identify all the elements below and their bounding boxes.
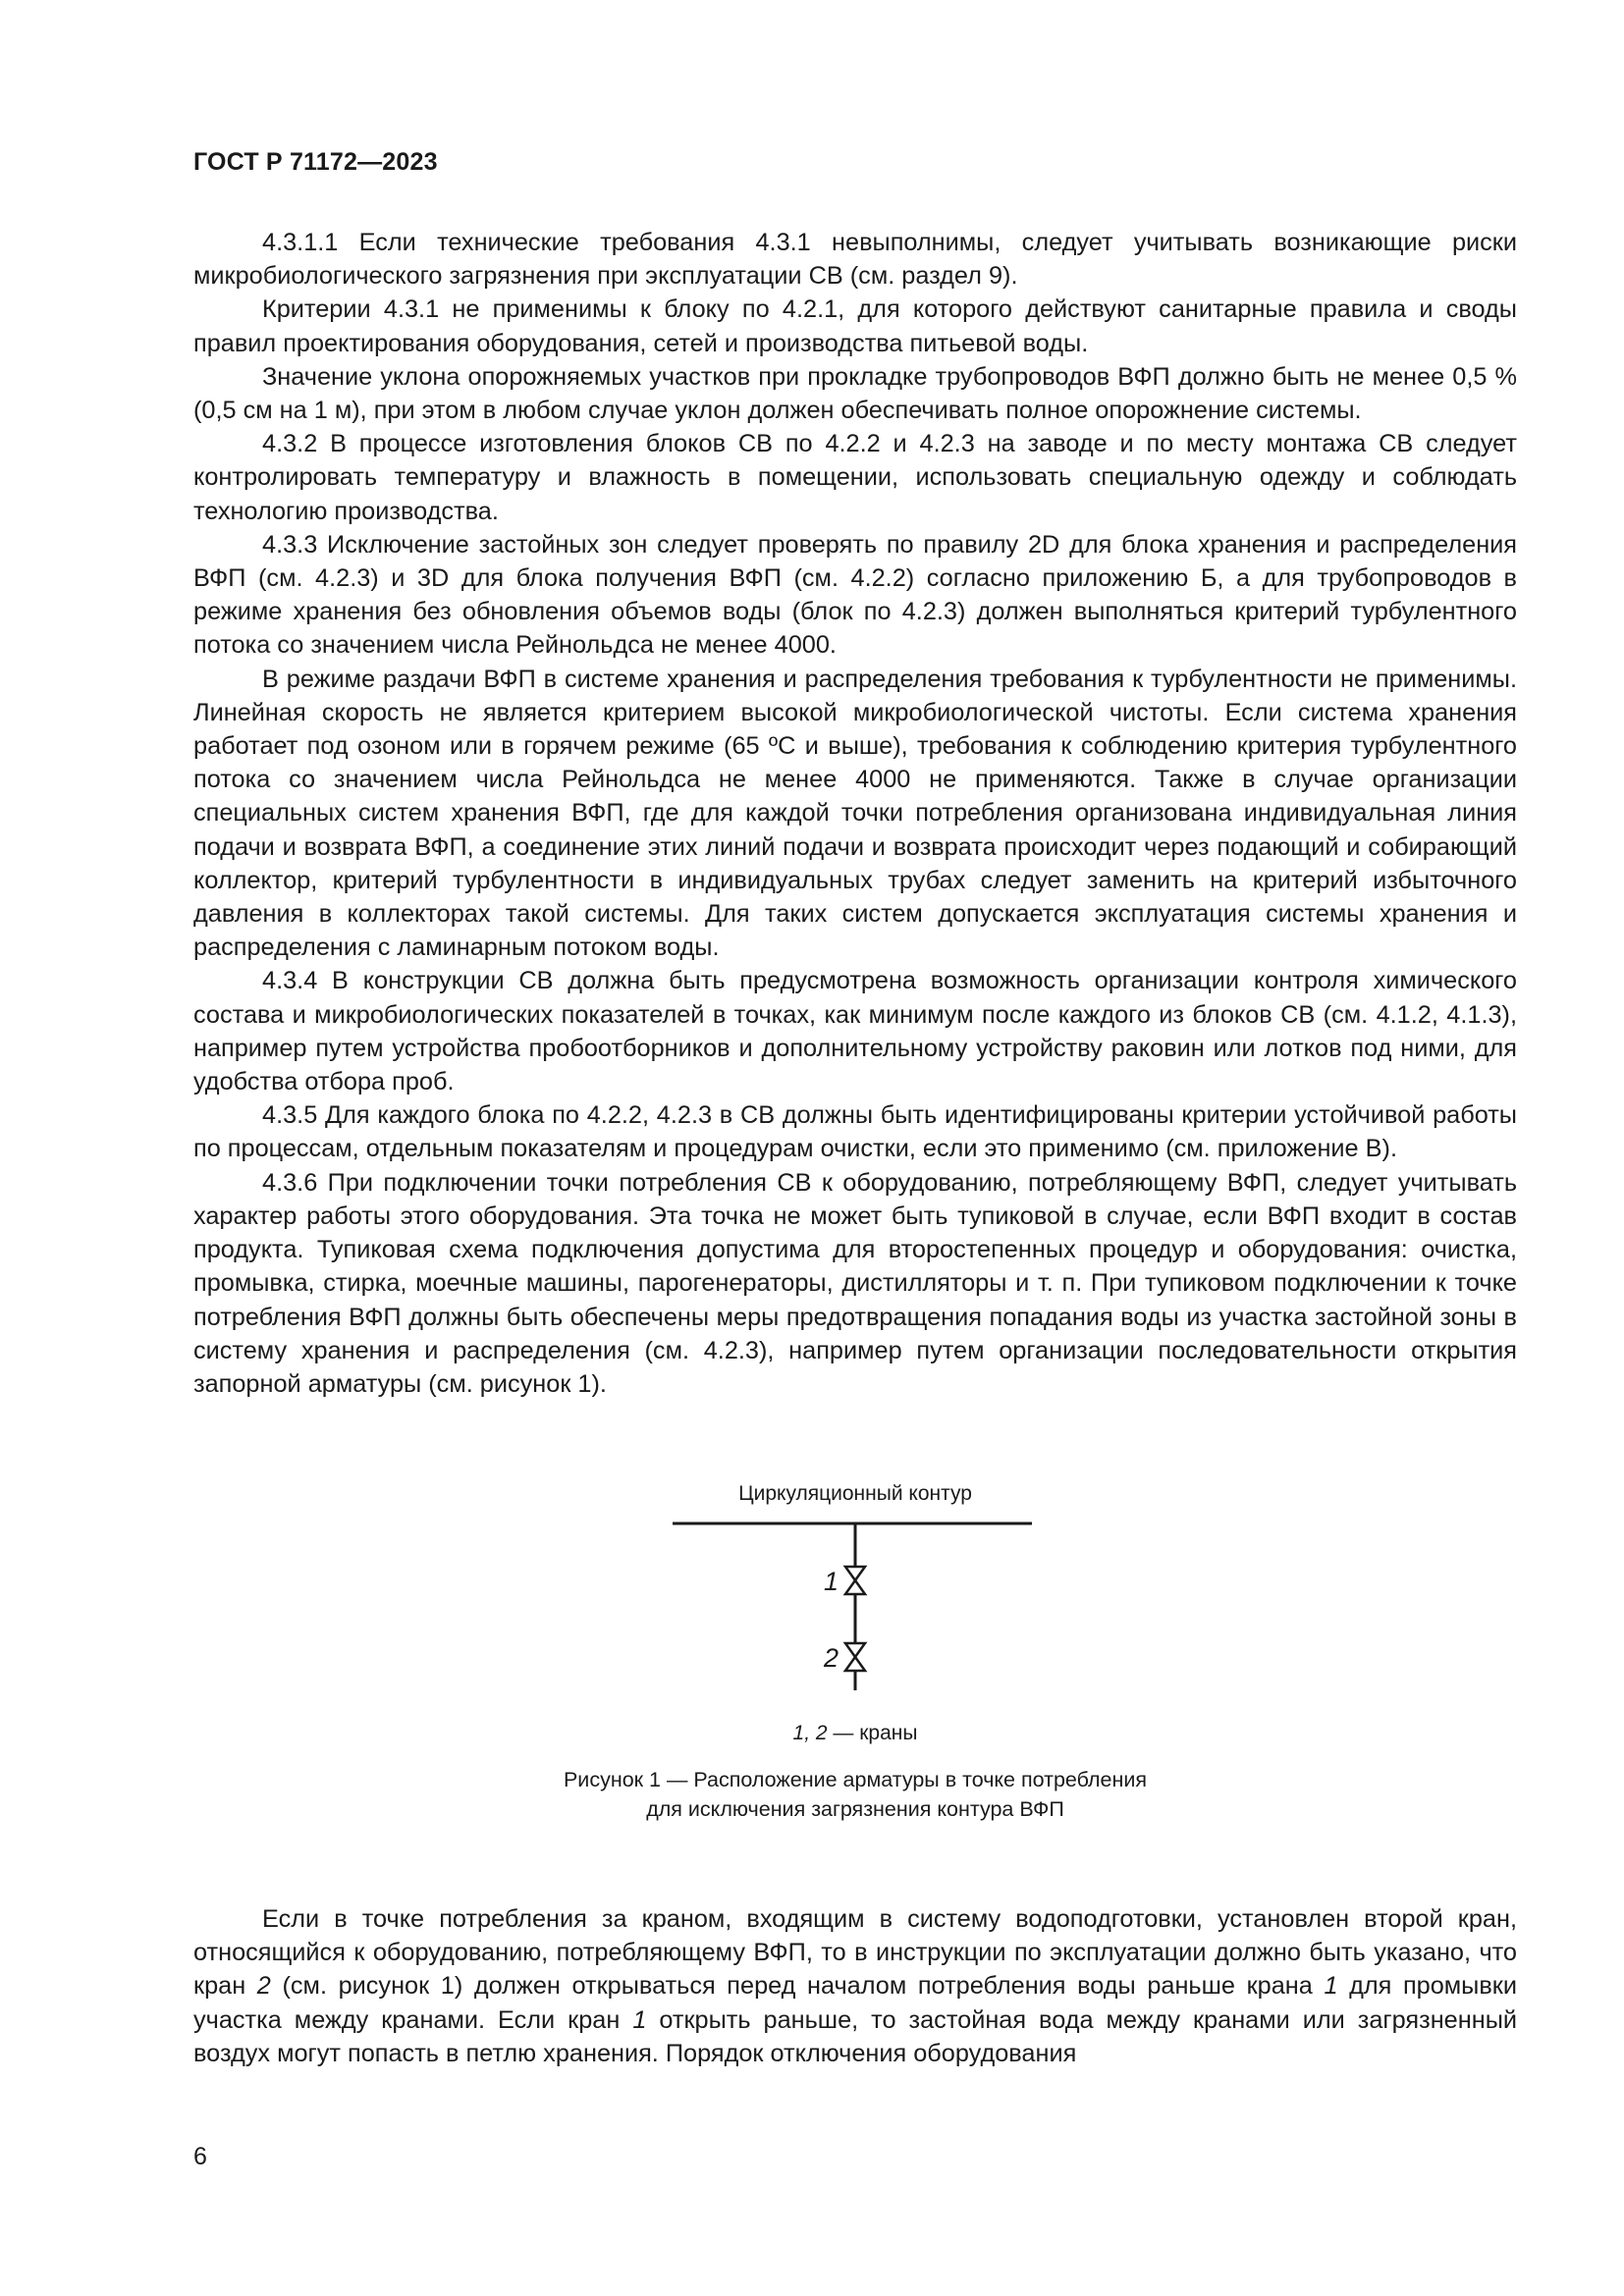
caption-line-2: для исключения загрязнения контура ВФП (646, 1797, 1064, 1821)
paragraph-4-3-3: 4.3.3 Исключение застойных зон следует проверять по правилу 2D для блока хранения и распределения ВФП (см. 4.2.3) и 3D для блока получения ВФП (см. 4.2.2) согласно приложению Б, а для трубопроводов в режиме хранения без обновления объемов воды (блок по 4.2.3) должен выполняться критерий турбулентного потока со значением числа Рейнольдса не менее 4000. (193, 530, 1517, 660)
figure-1 (193, 1482, 1517, 1824)
legend-text: — краны (827, 1722, 918, 1744)
paragraph-slope: Значение уклона опорожняемых участков при прокладке трубопроводов ВФП должно быть не менее 0,5 % (0,5 см на 1 м), при этом в любом случае уклон должен обеспечивать полное опорожнение системы. (193, 362, 1517, 425)
paragraph-4-3-1-1: 4.3.1.1 Если технические требования 4.3.1 невыполнимы, следует учитывать возникающие риски микробиологического загрязнения при эксплуатации СВ (см. раздел 9). (193, 229, 1517, 291)
paragraph-distribution-mode: В режиме раздачи ВФП в системе хранения и распределения требования к турбулентности не применимы. Линейная скорость не является критерием высокой микробиологической чистоты. Если система хранения работает под озоном или в горячем режиме (65 ºС и выше), требования к соблюдению критерия турбулентного потока со значением числа Рейнольдса не менее 4000 не применяются. Также в случае организации специальных систем хранения ВФП, где для каждой точки потребления организована индивидуальная линия подачи и возврата ВФП, а соединение этих линий подачи и возврата происходит через подающий и собирающий коллектор, критерий турбулентности в индивидуальных трубах следует заменить на критерий избыточного давления в коллекторах такой системы. Для таких систем допускается эксплуатация системы хранения и распределения с ламинарным потоком воды. (193, 665, 1517, 962)
paragraph-second-valve (193, 1902, 1517, 2070)
after-figure-text (193, 1902, 1517, 2070)
paragraph-4-3-5: 4.3.5 Для каждого блока по 4.2.2, 4.2.3 в СВ должны быть идентифицированы критерии устойчивой работы по процессам, отдельным показателям и процедурам очистки, если это применимо (см. приложение В). (193, 1101, 1517, 1163)
figure-caption (193, 1765, 1517, 1824)
page-number: 6 (193, 2143, 207, 2170)
valve-1-label: 1 (824, 1567, 839, 1596)
text-part-3: для промывки участка между кранами. Если кран (193, 1972, 1517, 2034)
figure-title: Циркуляционный контур (738, 1482, 972, 1505)
paragraph-4-3-4: 4.3.4 В конструкции СВ должна быть предусмотрена возможность организации контроля химического состава и микробиологических показателей в точках, как минимум после каждого из блоков СВ (см. 4.1.2, 4.1.3), например путем устройства пробоотборников и дополнительному устройству раковин или лотков под ними, для удобства отбора проб. (193, 967, 1517, 1096)
text-part-4: открыть раньше, то застойная вода между кранами или загрязненный воздух могут попасть в петлю хранения. Порядок отключения оборудования (193, 2005, 1518, 2067)
caption-line-1: Рисунок 1 — Расположение арматуры в точке потребления (563, 1768, 1148, 1791)
body-text (193, 226, 1517, 1401)
document-header: ГОСТ Р 71172—2023 (193, 148, 438, 176)
legend-keys: 1, 2 (792, 1722, 828, 1744)
valve-1-icon (845, 1567, 865, 1594)
valve-diagram (659, 1506, 1052, 1692)
valve-ref-1-again: 1 (632, 2005, 647, 2034)
valve-2-icon (845, 1643, 865, 1671)
paragraph-criteria: Критерии 4.3.1 не применимы к блоку по 4.2.1, для которого действуют санитарные правила и своды правил проектирования оборудования, сетей и производства питьевой воды. (193, 295, 1517, 357)
valve-ref-1: 1 (1324, 1972, 1338, 2001)
paragraph-4-3-6: 4.3.6 При подключении точки потребления СВ к оборудованию, потребляющему ВФП, следует учитывать характер работы этого оборудования. Эта точка не может быть тупиковой в случае, если ВФП входит в состав продукта. Тупиковая схема подключения допустима для второстепенных процедур и оборудования: очистка, промывка, стирка, моечные машины, парогенераторы, дистилляторы и т. п. При тупиковом подключении к точке потребления ВФП должны быть обеспечены меры предотвращения попадания воды из участка застойной зоны в систему хранения и распределения (см. 4.2.3), например путем организации последовательности открытия запорной арматуры (см. рисунок 1). (193, 1168, 1517, 1398)
text-part-2: (см. рисунок 1) должен открываться перед началом потребления воды раньше крана (270, 1972, 1325, 2001)
valve-ref-2: 2 (256, 1972, 271, 2001)
valve-2-label: 2 (824, 1643, 839, 1673)
text-part-1: Если в точке потребления за краном, входящим в систему водоподготовки, установлен второй кран, относящийся к оборудованию, потребляющему ВФП, то в инструкции по эксплуатации должно быть указано, что кран (193, 1905, 1517, 2001)
figure-legend (193, 1722, 1517, 1745)
paragraph-4-3-2: 4.3.2 В процессе изготовления блоков СВ по 4.2.2 и 4.2.3 на заводе и по месту монтажа СВ следует контролировать температуру и влажность в помещении, использовать специальную одежду и соблюдать технологию производства. (193, 430, 1517, 525)
